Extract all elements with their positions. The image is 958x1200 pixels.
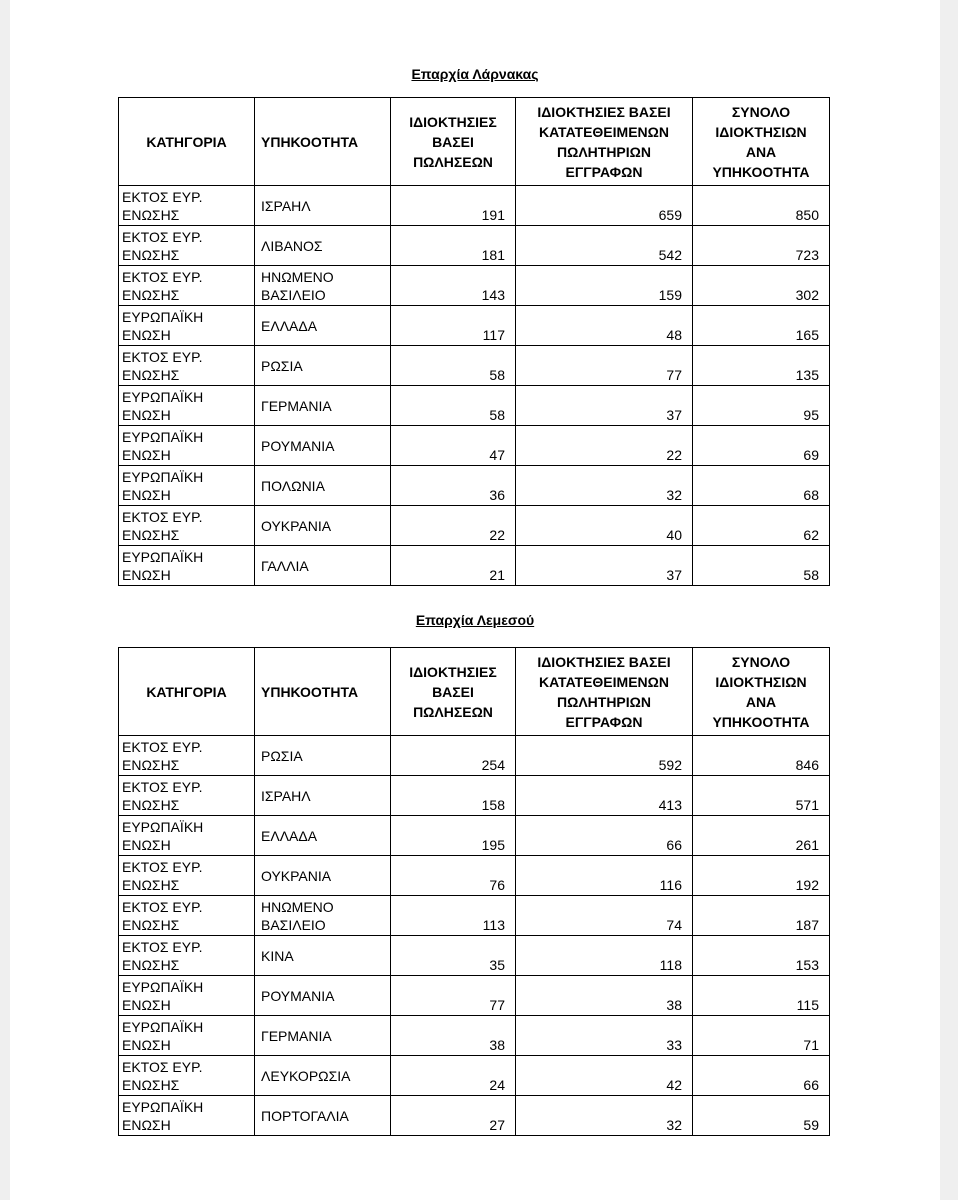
category-line: ΕΚΤΟΣ ΕΥΡ. <box>122 738 203 755</box>
sales-cell: 27 <box>391 1096 516 1136</box>
nationality-line: ΓΕΡΜΑΝΙΑ <box>261 1027 332 1044</box>
category-line: ΕΥΡΩΠΑΪΚΗ <box>122 1018 204 1035</box>
nationality-line: ΙΣΡΑΗΛ <box>261 787 311 804</box>
category-line: ΕΚΤΟΣ ΕΥΡ. <box>122 858 203 875</box>
nationality-line: ΕΛΛΑΔΑ <box>261 827 318 844</box>
nationality-line: ΛΕΥΚΟΡΩΣΙΑ <box>261 1067 351 1084</box>
category-line: ΕΥΡΩΠΑΪΚΗ <box>122 428 204 445</box>
category-line: ΕΝΩΣΗ <box>122 406 171 423</box>
nationality-line: ΕΛΛΑΔΑ <box>261 317 318 334</box>
nationality-line: ΒΑΣΙΛΕΙΟ <box>261 286 326 303</box>
nationality-line: ΗΝΩΜΕΝΟ <box>261 268 334 285</box>
header-line: ΑΝΑ <box>745 693 777 710</box>
category-line: ΕΚΤΟΣ ΕΥΡ. <box>122 188 203 205</box>
table-row <box>119 306 830 346</box>
category-cell <box>119 976 255 1016</box>
category-line: ΕΝΩΣΗ <box>122 486 171 503</box>
nationality-cell <box>255 266 391 306</box>
contracts-cell: 37 <box>516 546 693 586</box>
table-row <box>119 776 830 816</box>
nationality-cell <box>255 506 391 546</box>
nationality-line: ΗΝΩΜΕΝΟ <box>261 898 334 915</box>
contracts-cell: 38 <box>516 976 693 1016</box>
header-line: ΕΓΓΡΑΦΩΝ <box>565 713 643 730</box>
sales-cell: 76 <box>391 856 516 896</box>
total-cell: 153 <box>693 936 830 976</box>
contracts-cell: 40 <box>516 506 693 546</box>
nationality-cell <box>255 896 391 936</box>
total-cell: 846 <box>693 736 830 776</box>
document-page <box>10 0 940 1200</box>
header-row <box>119 648 830 736</box>
header-category: ΚΑΤΗΓΟΡΙΑ <box>119 98 255 186</box>
sales-cell: 58 <box>391 386 516 426</box>
category-line: ΕΚΤΟΣ ΕΥΡ. <box>122 898 203 915</box>
total-cell: 165 <box>693 306 830 346</box>
nationality-line: ΡΟΥΜΑΝΙΑ <box>261 437 335 454</box>
nationality-cell <box>255 936 391 976</box>
nationality-cell <box>255 186 391 226</box>
nationality-line: ΠΟΛΩΝΙΑ <box>261 477 325 494</box>
nationality-cell <box>255 1016 391 1056</box>
sales-cell: 58 <box>391 346 516 386</box>
sales-cell: 77 <box>391 976 516 1016</box>
nationality-line: ΓΕΡΜΑΝΙΑ <box>261 397 332 414</box>
header-line: ΚΑΤΑΤΕΘΕΙΜΕΝΩΝ <box>539 123 669 140</box>
header-line: ΙΔΙΟΚΤΗΣΙΩΝ <box>715 673 807 690</box>
nationality-line: ΟΥΚΡΑΝΙΑ <box>261 867 332 884</box>
table-row <box>119 426 830 466</box>
header-line: ΑΝΑ <box>745 143 777 160</box>
table-row <box>119 186 830 226</box>
sales-cell: 117 <box>391 306 516 346</box>
nationality-line: ΡΟΥΜΑΝΙΑ <box>261 987 335 1004</box>
sales-cell: 158 <box>391 776 516 816</box>
category-line: ΕΚΤΟΣ ΕΥΡ. <box>122 228 203 245</box>
category-line: ΕΝΩΣΗ <box>122 566 171 583</box>
nationality-cell <box>255 306 391 346</box>
category-line: ΕΚΤΟΣ ΕΥΡ. <box>122 348 203 365</box>
category-line: ΕΚΤΟΣ ΕΥΡ. <box>122 938 203 955</box>
table-row <box>119 386 830 426</box>
category-cell <box>119 816 255 856</box>
category-line: ΕΝΩΣΗΣ <box>122 796 180 813</box>
category-line: ΕΝΩΣΗΣ <box>122 246 180 263</box>
header-line: ΣΥΝΟΛΟ <box>731 653 791 670</box>
category-cell <box>119 306 255 346</box>
category-line: ΕΥΡΩΠΑΪΚΗ <box>122 978 204 995</box>
header-line: ΥΠΗΚΟΟΤΗΤΑ <box>712 713 810 730</box>
nationality-line: ΠΟΡΤΟΓΑΛΙΑ <box>261 1107 349 1124</box>
header-line: ΠΩΛΗΤΗΡΙΩΝ <box>556 143 651 160</box>
table-row <box>119 506 830 546</box>
nationality-cell <box>255 346 391 386</box>
category-cell <box>119 1056 255 1096</box>
nationality-cell <box>255 466 391 506</box>
contracts-cell: 22 <box>516 426 693 466</box>
header-line: ΠΩΛΗΤΗΡΙΩΝ <box>556 693 651 710</box>
header-line: ΠΩΛΗΣΕΩΝ <box>413 703 493 720</box>
total-cell: 59 <box>693 1096 830 1136</box>
total-cell: 69 <box>693 426 830 466</box>
category-line: ΕΥΡΩΠΑΪΚΗ <box>122 818 204 835</box>
header-sales <box>391 98 516 186</box>
contracts-cell: 118 <box>516 936 693 976</box>
table-row <box>119 936 830 976</box>
table-row <box>119 346 830 386</box>
category-line: ΕΝΩΣΗ <box>122 446 171 463</box>
sales-cell: 143 <box>391 266 516 306</box>
header-line: ΙΔΙΟΚΤΗΣΙΕΣ ΒΑΣΕΙ <box>537 653 671 670</box>
contracts-cell: 592 <box>516 736 693 776</box>
category-cell <box>119 426 255 466</box>
sales-cell: 181 <box>391 226 516 266</box>
table-row <box>119 266 830 306</box>
category-line: ΕΚΤΟΣ ΕΥΡ. <box>122 508 203 525</box>
total-cell: 68 <box>693 466 830 506</box>
sales-cell: 21 <box>391 546 516 586</box>
category-line: ΕΝΩΣΗΣ <box>122 956 180 973</box>
category-line: ΕΝΩΣΗΣ <box>122 916 180 933</box>
header-nationality: ΥΠΗΚΟΟΤΗΤΑ <box>255 648 391 736</box>
category-cell <box>119 1016 255 1056</box>
header-row <box>119 98 830 186</box>
total-cell: 71 <box>693 1016 830 1056</box>
contracts-cell: 32 <box>516 1096 693 1136</box>
header-line: ΙΔΙΟΚΤΗΣΙΕΣ <box>409 113 497 130</box>
nationality-line: ΡΩΣΙΑ <box>261 747 303 764</box>
category-line: ΕΝΩΣΗΣ <box>122 286 180 303</box>
table-row <box>119 1096 830 1136</box>
header-category: ΚΑΤΗΓΟΡΙΑ <box>119 648 255 736</box>
nationality-cell <box>255 736 391 776</box>
nationality-line: ΙΣΡΑΗΛ <box>261 197 311 214</box>
header-line: ΙΔΙΟΚΤΗΣΙΩΝ <box>715 123 807 140</box>
nationality-cell <box>255 856 391 896</box>
header-line: ΥΠΗΚΟΟΤΗΤΑ <box>712 163 810 180</box>
total-cell: 850 <box>693 186 830 226</box>
total-cell: 135 <box>693 346 830 386</box>
category-line: ΕΝΩΣΗ <box>122 1116 171 1133</box>
header-total <box>693 98 830 186</box>
sales-cell: 191 <box>391 186 516 226</box>
category-line: ΕΝΩΣΗΣ <box>122 526 180 543</box>
sales-cell: 254 <box>391 736 516 776</box>
table-row <box>119 816 830 856</box>
header-line: ΠΩΛΗΣΕΩΝ <box>413 153 493 170</box>
category-cell <box>119 506 255 546</box>
total-cell: 66 <box>693 1056 830 1096</box>
nationality-line: ΓΑΛΛΙΑ <box>261 557 309 574</box>
limassol-table <box>118 647 830 1136</box>
category-cell <box>119 226 255 266</box>
total-cell: 192 <box>693 856 830 896</box>
header-line: ΙΔΙΟΚΤΗΣΙΕΣ ΒΑΣΕΙ <box>537 103 671 120</box>
contracts-cell: 32 <box>516 466 693 506</box>
table-title-larnaca: Επαρχία Λάρνακας <box>411 66 539 82</box>
sales-cell: 38 <box>391 1016 516 1056</box>
nationality-line: ΡΩΣΙΑ <box>261 357 303 374</box>
category-line: ΕΝΩΣΗ <box>122 1036 171 1053</box>
nationality-cell <box>255 1056 391 1096</box>
nationality-cell <box>255 1096 391 1136</box>
category-cell <box>119 266 255 306</box>
category-line: ΕΚΤΟΣ ΕΥΡ. <box>122 1058 203 1075</box>
total-cell: 723 <box>693 226 830 266</box>
category-line: ΕΝΩΣΗΣ <box>122 366 180 383</box>
category-line: ΕΝΩΣΗΣ <box>122 206 180 223</box>
sales-cell: 22 <box>391 506 516 546</box>
contracts-cell: 413 <box>516 776 693 816</box>
nationality-cell <box>255 976 391 1016</box>
nationality-line: ΛΙΒΑΝΟΣ <box>261 237 323 254</box>
table-row <box>119 466 830 506</box>
category-cell <box>119 546 255 586</box>
header-line: ΣΥΝΟΛΟ <box>731 103 791 120</box>
contracts-cell: 74 <box>516 896 693 936</box>
category-line: ΕΚΤΟΣ ΕΥΡ. <box>122 268 203 285</box>
total-cell: 187 <box>693 896 830 936</box>
category-line: ΕΥΡΩΠΑΪΚΗ <box>122 548 204 565</box>
nationality-cell <box>255 816 391 856</box>
category-line: ΕΝΩΣΗΣ <box>122 876 180 893</box>
table-row <box>119 1016 830 1056</box>
nationality-line: ΟΥΚΡΑΝΙΑ <box>261 517 332 534</box>
contracts-cell: 659 <box>516 186 693 226</box>
category-line: ΕΝΩΣΗ <box>122 326 171 343</box>
category-cell <box>119 466 255 506</box>
header-line: ΙΔΙΟΚΤΗΣΙΕΣ <box>409 663 497 680</box>
category-cell <box>119 386 255 426</box>
contracts-cell: 42 <box>516 1056 693 1096</box>
header-line: ΒΑΣΕΙ <box>432 683 474 700</box>
sales-cell: 36 <box>391 466 516 506</box>
header-nationality: ΥΠΗΚΟΟΤΗΤΑ <box>255 98 391 186</box>
nationality-line: ΚΙΝΑ <box>261 947 294 964</box>
category-line: ΕΥΡΩΠΑΪΚΗ <box>122 308 204 325</box>
contracts-cell: 48 <box>516 306 693 346</box>
nationality-cell <box>255 386 391 426</box>
sales-cell: 47 <box>391 426 516 466</box>
header-line: ΚΑΤΑΤΕΘΕΙΜΕΝΩΝ <box>539 673 669 690</box>
category-line: ΕΚΤΟΣ ΕΥΡ. <box>122 778 203 795</box>
category-cell <box>119 1096 255 1136</box>
category-cell <box>119 896 255 936</box>
header-contracts <box>516 648 693 736</box>
category-line: ΕΝΩΣΗ <box>122 996 171 1013</box>
table-title-limassol: Επαρχία Λεμεσού <box>415 612 535 628</box>
table-row <box>119 976 830 1016</box>
larnaca-table <box>118 97 830 586</box>
table-row <box>119 546 830 586</box>
contracts-cell: 37 <box>516 386 693 426</box>
total-cell: 302 <box>693 266 830 306</box>
contracts-cell: 66 <box>516 816 693 856</box>
table-row <box>119 1056 830 1096</box>
category-cell <box>119 346 255 386</box>
total-cell: 571 <box>693 776 830 816</box>
total-cell: 62 <box>693 506 830 546</box>
total-cell: 115 <box>693 976 830 1016</box>
sales-cell: 195 <box>391 816 516 856</box>
table-row <box>119 856 830 896</box>
table-row <box>119 896 830 936</box>
header-line: ΕΓΓΡΑΦΩΝ <box>565 163 643 180</box>
nationality-cell <box>255 426 391 466</box>
category-cell <box>119 856 255 896</box>
sales-cell: 24 <box>391 1056 516 1096</box>
table-row <box>119 736 830 776</box>
category-line: ΕΥΡΩΠΑΪΚΗ <box>122 1098 204 1115</box>
nationality-cell <box>255 546 391 586</box>
contracts-cell: 77 <box>516 346 693 386</box>
contracts-cell: 116 <box>516 856 693 896</box>
category-cell <box>119 936 255 976</box>
nationality-line: ΒΑΣΙΛΕΙΟ <box>261 916 326 933</box>
category-line: ΕΝΩΣΗ <box>122 836 171 853</box>
contracts-cell: 542 <box>516 226 693 266</box>
contracts-cell: 159 <box>516 266 693 306</box>
table-row <box>119 226 830 266</box>
category-cell <box>119 776 255 816</box>
contracts-cell: 33 <box>516 1016 693 1056</box>
category-cell <box>119 186 255 226</box>
total-cell: 58 <box>693 546 830 586</box>
category-line: ΕΝΩΣΗΣ <box>122 1076 180 1093</box>
total-cell: 95 <box>693 386 830 426</box>
category-line: ΕΥΡΩΠΑΪΚΗ <box>122 468 204 485</box>
nationality-cell <box>255 776 391 816</box>
header-total <box>693 648 830 736</box>
sales-cell: 35 <box>391 936 516 976</box>
total-cell: 261 <box>693 816 830 856</box>
header-line: ΒΑΣΕΙ <box>432 133 474 150</box>
header-contracts <box>516 98 693 186</box>
sales-cell: 113 <box>391 896 516 936</box>
nationality-cell <box>255 226 391 266</box>
category-cell <box>119 736 255 776</box>
header-sales <box>391 648 516 736</box>
category-line: ΕΥΡΩΠΑΪΚΗ <box>122 388 204 405</box>
category-line: ΕΝΩΣΗΣ <box>122 756 180 773</box>
